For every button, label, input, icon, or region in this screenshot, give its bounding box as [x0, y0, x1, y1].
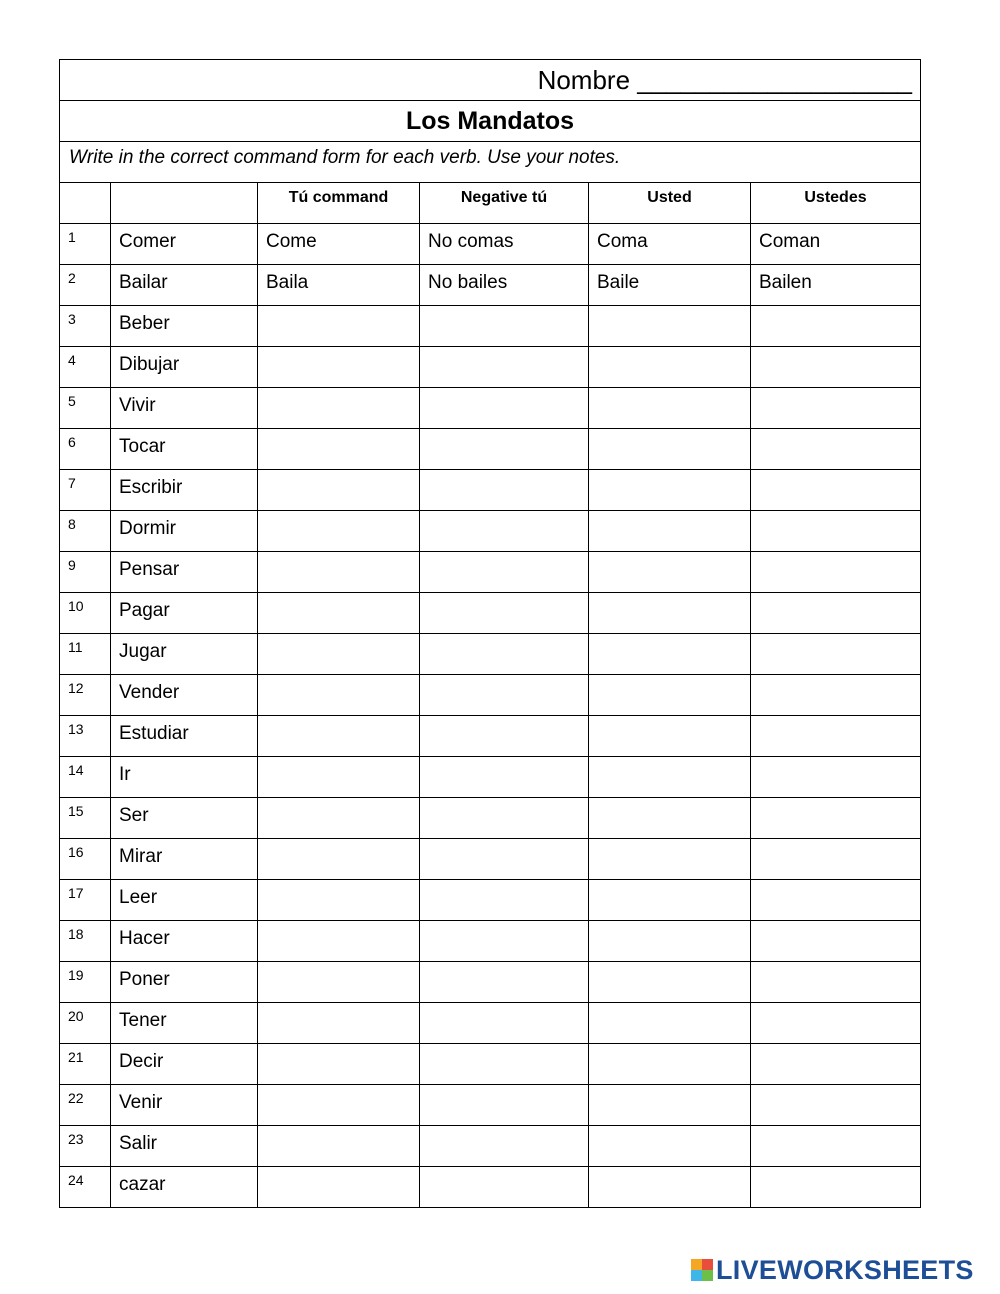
verb-label: Salir [111, 1126, 258, 1167]
tu-command-answer[interactable]: Come [258, 224, 420, 265]
table-row [60, 839, 921, 880]
verb-label: Escribir [111, 470, 258, 511]
row-number: 22 [60, 1085, 111, 1126]
ustedes-answer[interactable] [751, 593, 921, 634]
negative-tu-answer[interactable] [420, 511, 589, 552]
tu-command-answer[interactable] [258, 634, 420, 675]
ustedes-answer[interactable] [751, 552, 921, 593]
verb-label: Poner [111, 962, 258, 1003]
ustedes-answer[interactable] [751, 634, 921, 675]
table-row [60, 1085, 921, 1126]
tu-command-answer[interactable] [258, 716, 420, 757]
tu-command-answer[interactable] [258, 1085, 420, 1126]
table-row [60, 1044, 921, 1085]
verb-label: Leer [111, 880, 258, 921]
usted-answer[interactable] [589, 1126, 751, 1167]
verb-label: Decir [111, 1044, 258, 1085]
tu-command-answer[interactable] [258, 757, 420, 798]
negative-tu-answer[interactable] [420, 306, 589, 347]
table-row [60, 388, 921, 429]
instructions: Write in the correct command form for each verb. Use your notes. [60, 142, 921, 183]
row-number: 14 [60, 757, 111, 798]
tu-command-answer[interactable] [258, 306, 420, 347]
negative-tu-answer[interactable]: No comas [420, 224, 589, 265]
usted-answer[interactable] [589, 1167, 751, 1208]
table-row [60, 470, 921, 511]
ustedes-answer[interactable] [751, 839, 921, 880]
tu-command-answer[interactable] [258, 388, 420, 429]
row-number: 23 [60, 1126, 111, 1167]
row-number: 10 [60, 593, 111, 634]
row-number: 17 [60, 880, 111, 921]
row-number: 20 [60, 1003, 111, 1044]
usted-answer[interactable] [589, 1085, 751, 1126]
table-row [60, 1003, 921, 1044]
table-row [60, 552, 921, 593]
negative-tu-answer[interactable] [420, 388, 589, 429]
ustedes-answer[interactable] [751, 388, 921, 429]
tu-command-answer[interactable] [258, 798, 420, 839]
usted-answer[interactable]: Coma [589, 224, 751, 265]
ustedes-answer[interactable] [751, 1167, 921, 1208]
verb-label: Comer [111, 224, 258, 265]
worksheet-table [59, 59, 921, 1208]
tu-command-answer[interactable] [258, 511, 420, 552]
usted-answer[interactable] [589, 1044, 751, 1085]
table-row [60, 880, 921, 921]
row-number: 7 [60, 470, 111, 511]
row-number: 24 [60, 1167, 111, 1208]
verb-label: Tener [111, 1003, 258, 1044]
negative-tu-answer[interactable] [420, 798, 589, 839]
column-header-negative-tu: Negative tú [420, 183, 589, 224]
usted-answer[interactable] [589, 634, 751, 675]
verb-label: Ir [111, 757, 258, 798]
verb-label: Mirar [111, 839, 258, 880]
row-number: 19 [60, 962, 111, 1003]
table-row [60, 1126, 921, 1167]
tu-command-answer[interactable] [258, 921, 420, 962]
table-row [60, 921, 921, 962]
tu-command-answer[interactable] [258, 470, 420, 511]
usted-answer[interactable] [589, 511, 751, 552]
ustedes-answer[interactable] [751, 511, 921, 552]
logo-square [702, 1270, 713, 1281]
tu-command-answer[interactable] [258, 1044, 420, 1085]
ustedes-answer[interactable] [751, 1003, 921, 1044]
tu-command-answer[interactable]: Baila [258, 265, 420, 306]
ustedes-answer[interactable] [751, 962, 921, 1003]
row-number: 8 [60, 511, 111, 552]
ustedes-answer[interactable] [751, 880, 921, 921]
page-title: Los Mandatos [60, 101, 921, 142]
verb-label: Dibujar [111, 347, 258, 388]
ustedes-answer[interactable] [751, 470, 921, 511]
column-header-verb [111, 183, 258, 224]
ustedes-answer[interactable]: Bailen [751, 265, 921, 306]
tu-command-answer[interactable] [258, 1126, 420, 1167]
usted-answer[interactable] [589, 798, 751, 839]
usted-answer[interactable] [589, 552, 751, 593]
column-header-number [60, 183, 111, 224]
ustedes-answer[interactable] [751, 675, 921, 716]
tu-command-answer[interactable] [258, 347, 420, 388]
tu-command-answer[interactable] [258, 552, 420, 593]
usted-answer[interactable] [589, 306, 751, 347]
negative-tu-answer[interactable] [420, 716, 589, 757]
negative-tu-answer[interactable] [420, 1126, 589, 1167]
table-row [60, 962, 921, 1003]
row-number: 18 [60, 921, 111, 962]
logo-square [691, 1270, 702, 1281]
logo-square [691, 1259, 702, 1270]
logo-square [702, 1259, 713, 1270]
usted-answer[interactable] [589, 429, 751, 470]
table-row [60, 593, 921, 634]
negative-tu-answer[interactable] [420, 552, 589, 593]
ustedes-answer[interactable] [751, 347, 921, 388]
ustedes-answer[interactable] [751, 306, 921, 347]
negative-tu-answer[interactable] [420, 593, 589, 634]
negative-tu-answer[interactable] [420, 839, 589, 880]
row-number: 12 [60, 675, 111, 716]
usted-answer[interactable] [589, 388, 751, 429]
verb-label: Jugar [111, 634, 258, 675]
tu-command-answer[interactable] [258, 1003, 420, 1044]
negative-tu-answer[interactable] [420, 880, 589, 921]
negative-tu-answer[interactable]: No bailes [420, 265, 589, 306]
column-header-tu-command: Tú command [258, 183, 420, 224]
ustedes-answer[interactable] [751, 429, 921, 470]
ustedes-answer[interactable] [751, 921, 921, 962]
row-number: 21 [60, 1044, 111, 1085]
ustedes-answer[interactable] [751, 757, 921, 798]
tu-command-answer[interactable] [258, 429, 420, 470]
ustedes-answer[interactable]: Coman [751, 224, 921, 265]
column-header-row [60, 183, 921, 224]
table-row [60, 716, 921, 757]
tu-command-answer[interactable] [258, 880, 420, 921]
usted-answer[interactable] [589, 921, 751, 962]
verb-label: Ser [111, 798, 258, 839]
row-number: 15 [60, 798, 111, 839]
ustedes-answer[interactable] [751, 1085, 921, 1126]
verb-label: Estudiar [111, 716, 258, 757]
usted-answer[interactable] [589, 716, 751, 757]
verb-label: Vivir [111, 388, 258, 429]
table-row [60, 634, 921, 675]
negative-tu-answer[interactable] [420, 1085, 589, 1126]
tu-command-answer[interactable] [258, 675, 420, 716]
brand-name: LIVEWORKSHEETS [716, 1254, 974, 1285]
liveworksheets-logo-icon [691, 1259, 713, 1281]
tu-command-answer[interactable] [258, 1167, 420, 1208]
verb-label: Tocar [111, 429, 258, 470]
negative-tu-answer[interactable] [420, 634, 589, 675]
table-row [60, 511, 921, 552]
usted-answer[interactable] [589, 593, 751, 634]
row-number: 11 [60, 634, 111, 675]
negative-tu-answer[interactable] [420, 470, 589, 511]
table-row [60, 347, 921, 388]
verb-label: Hacer [111, 921, 258, 962]
ustedes-answer[interactable] [751, 716, 921, 757]
row-number: 6 [60, 429, 111, 470]
table-row [60, 675, 921, 716]
negative-tu-answer[interactable] [420, 1003, 589, 1044]
table-row [60, 798, 921, 839]
usted-answer[interactable]: Baile [589, 265, 751, 306]
table-row [60, 306, 921, 347]
table-row [60, 757, 921, 798]
usted-answer[interactable] [589, 470, 751, 511]
verb-label: cazar [111, 1167, 258, 1208]
usted-answer[interactable] [589, 675, 751, 716]
row-number: 3 [60, 306, 111, 347]
column-header-usted: Usted [589, 183, 751, 224]
column-header-ustedes: Ustedes [751, 183, 921, 224]
row-number: 4 [60, 347, 111, 388]
negative-tu-answer[interactable] [420, 962, 589, 1003]
ustedes-answer[interactable] [751, 798, 921, 839]
negative-tu-answer[interactable] [420, 347, 589, 388]
verb-label: Beber [111, 306, 258, 347]
row-number: 5 [60, 388, 111, 429]
ustedes-answer[interactable] [751, 1044, 921, 1085]
negative-tu-answer[interactable] [420, 429, 589, 470]
tu-command-answer[interactable] [258, 593, 420, 634]
name-field[interactable]: Nombre ___________________ [60, 60, 921, 101]
usted-answer[interactable] [589, 757, 751, 798]
negative-tu-answer[interactable] [420, 757, 589, 798]
table-row [60, 429, 921, 470]
usted-answer[interactable] [589, 880, 751, 921]
verb-label: Bailar [111, 265, 258, 306]
liveworksheets-brand [691, 1255, 974, 1285]
row-number: 1 [60, 224, 111, 265]
row-number: 16 [60, 839, 111, 880]
verb-label: Pensar [111, 552, 258, 593]
table-row [60, 265, 921, 306]
verb-label: Vender [111, 675, 258, 716]
usted-answer[interactable] [589, 839, 751, 880]
table-row [60, 1167, 921, 1208]
table-row [60, 224, 921, 265]
tu-command-answer[interactable] [258, 962, 420, 1003]
row-number: 2 [60, 265, 111, 306]
row-number: 9 [60, 552, 111, 593]
verb-label: Pagar [111, 593, 258, 634]
usted-answer[interactable] [589, 962, 751, 1003]
negative-tu-answer[interactable] [420, 1044, 589, 1085]
row-number: 13 [60, 716, 111, 757]
negative-tu-answer[interactable] [420, 921, 589, 962]
usted-answer[interactable] [589, 1003, 751, 1044]
negative-tu-answer[interactable] [420, 1167, 589, 1208]
verb-label: Dormir [111, 511, 258, 552]
usted-answer[interactable] [589, 347, 751, 388]
tu-command-answer[interactable] [258, 839, 420, 880]
verb-label: Venir [111, 1085, 258, 1126]
ustedes-answer[interactable] [751, 1126, 921, 1167]
negative-tu-answer[interactable] [420, 675, 589, 716]
